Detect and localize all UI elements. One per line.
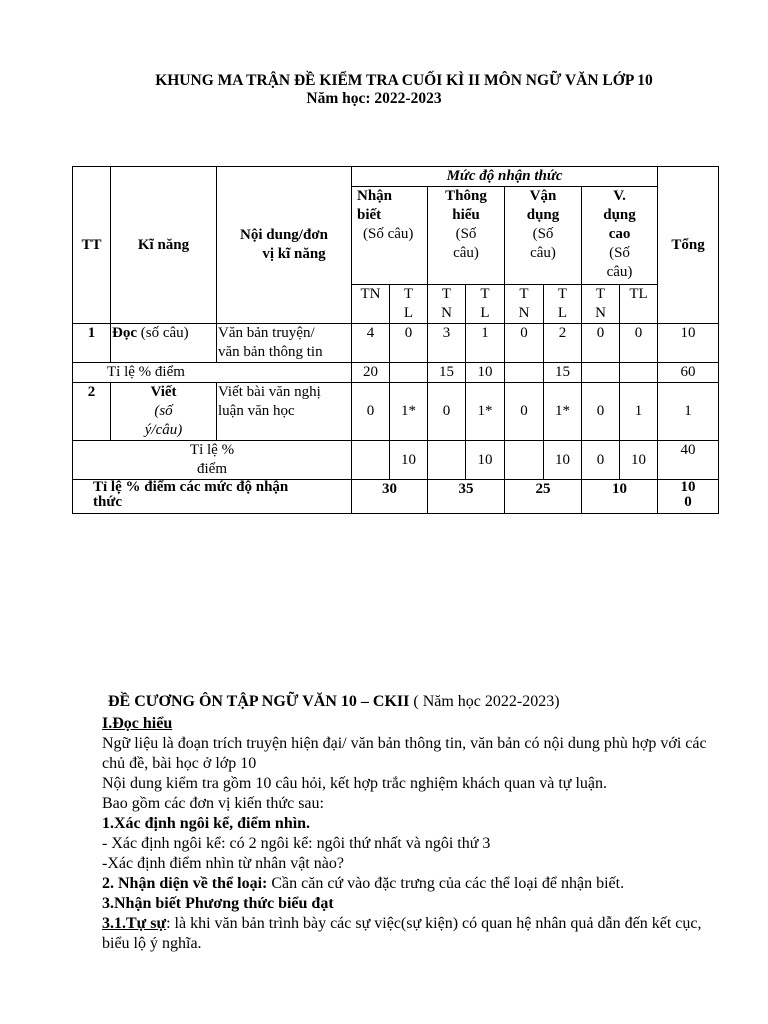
row-writing-pct-value: 10 xyxy=(544,441,582,480)
row-writing-value: 1 xyxy=(620,383,658,441)
outline-para-1: Ngữ liệu là đoạn trích truyện hiện đại/ văn bản thông tin, văn bản có nội dung phù hợp với các chủ đề, bài học ở lớp 10 xyxy=(102,735,707,772)
assessment-matrix-table xyxy=(72,166,719,514)
sub-tn-3 xyxy=(505,285,544,324)
row-reading-pct-value xyxy=(505,363,544,383)
level-understand-line-3: (Số xyxy=(455,226,477,242)
row-writing-content xyxy=(217,383,352,441)
outline-item-2-rest: Cần căn cứ vào đặc trưng của các thể loại để nhận biết. xyxy=(267,875,625,892)
row-writing-pct xyxy=(73,441,719,480)
row-writing-value: 0 xyxy=(505,383,544,441)
row-reading-pct-value: 15 xyxy=(428,363,466,383)
row-reading-value: 3 xyxy=(428,324,466,363)
section-reading-heading: I.Đọc hiểu xyxy=(102,715,173,732)
sub-tn-3-a: T xyxy=(519,286,529,302)
row-writing-skill-it-2: ý/câu) xyxy=(144,422,183,438)
row-reading-total: 10 xyxy=(658,324,719,363)
col-content-line-2: vị kĩ năng xyxy=(262,246,326,262)
sub-tn-2 xyxy=(428,285,466,324)
row-reading-content xyxy=(217,324,352,363)
row-reading-skill-rest: (số câu) xyxy=(137,325,189,341)
sub-tn-4-b: N xyxy=(595,305,606,321)
level-high-apply xyxy=(582,187,658,285)
row-reading-pct xyxy=(73,363,719,383)
sub-tl-3 xyxy=(544,285,582,324)
row-writing-pct-label-2: điểm xyxy=(197,461,227,477)
review-outline xyxy=(102,692,722,954)
col-tt: TT xyxy=(73,167,111,324)
level-apply xyxy=(505,187,582,285)
sub-tl-1-a: T xyxy=(403,286,414,302)
outline-title-bold: ĐỀ CƯƠNG ÔN TẬP NGỮ VĂN 10 – CKII xyxy=(108,693,410,710)
row-writing-tt: 2 xyxy=(73,383,111,441)
row-reading-pct-value xyxy=(582,363,620,383)
outline-title xyxy=(108,692,722,712)
row-writing-skill xyxy=(111,383,217,441)
row-reading-pct-value xyxy=(390,363,428,383)
row-writing-pct-value: 10 xyxy=(466,441,505,480)
row-reading-value: 0 xyxy=(390,324,428,363)
sub-tl-2 xyxy=(466,285,505,324)
row-writing-pct-value: 10 xyxy=(390,441,428,480)
row-reading-value: 0 xyxy=(582,324,620,363)
row-total-grand-1: 10 xyxy=(680,479,696,495)
row-writing-total: 1 xyxy=(658,383,719,441)
row-writing-content-2: luận văn học xyxy=(218,403,295,419)
level-high-apply-line-3: cao xyxy=(608,226,631,242)
row-reading-pct-label: Tỉ lệ % điểm xyxy=(73,363,352,383)
level-recognize-line-2: biết xyxy=(357,207,382,223)
sub-tn-3-b: N xyxy=(518,305,530,321)
sub-tl-1-b: L xyxy=(403,305,414,321)
header-row-1 xyxy=(73,167,719,187)
row-reading-skill xyxy=(111,324,217,363)
outline-item-2-bold: 2. Nhận diện về thể loại: xyxy=(102,875,268,892)
document-title: KHUNG MA TRẬN ĐỀ KIỂM TRA CUỐI KÌ II MÔN NGỮ VĂN LỚP 10 xyxy=(155,72,653,89)
row-reading-pct-value: 15 xyxy=(544,363,582,383)
row-total-value: 35 xyxy=(428,480,505,514)
row-total-value: 30 xyxy=(352,480,428,514)
sub-tn-1: TN xyxy=(352,285,390,324)
row-total-label-1: Tỉ lệ % điểm các mức độ nhận xyxy=(93,479,289,495)
row-writing-value: 0 xyxy=(582,383,620,441)
level-recognize-line-1: Nhận xyxy=(357,188,393,204)
row-writing-pct-value: 0 xyxy=(582,441,620,480)
row-total-label xyxy=(73,480,352,514)
row-writing-value: 0 xyxy=(428,383,466,441)
row-total xyxy=(73,480,719,514)
sub-tn-2-a: T xyxy=(441,286,452,302)
row-writing-value: 1* xyxy=(466,383,505,441)
level-high-apply-line-2: dụng xyxy=(603,207,636,223)
row-reading-content-2: văn bản thông tin xyxy=(218,344,323,360)
level-apply-line-2: dụng xyxy=(526,207,560,223)
row-total-grand xyxy=(658,480,719,514)
row-writing-skill-it-1: (số xyxy=(154,403,173,419)
row-writing-pct-label xyxy=(73,441,352,480)
row-reading-pct-value: 20 xyxy=(352,363,390,383)
outline-item-31-rest: : là khi văn bản trình bày các sự việc(sự kiện) có quan hệ nhân quả dẫn đến kết cục, biểu lộ ý nghĩa. xyxy=(102,915,702,952)
outline-para-2: Nội dung kiểm tra gồm 10 câu hỏi, kết hợp trắc nghiệm khách quan và tự luận. xyxy=(102,775,608,792)
row-writing-content-1: Viết bài văn nghị xyxy=(218,384,321,400)
row-writing-pct-value xyxy=(428,441,466,480)
row-reading-tt: 1 xyxy=(73,324,111,363)
row-total-value: 25 xyxy=(505,480,582,514)
level-apply-line-1: Vận xyxy=(529,188,557,204)
outline-item-31 xyxy=(102,914,722,954)
outline-item-3: 3.Nhận biết Phương thức biểu đạt xyxy=(102,895,334,912)
row-writing-pct-value xyxy=(352,441,390,480)
sub-tl-3-a: T xyxy=(557,286,568,302)
row-writing-value: 1* xyxy=(544,383,582,441)
outline-item-1b: -Xác định điểm nhìn từ nhân vật nào? xyxy=(102,855,344,872)
level-understand-line-2: hiểu xyxy=(452,207,480,223)
row-reading-pct-total: 60 xyxy=(658,363,719,383)
sub-tl-2-b: L xyxy=(480,305,490,321)
row-writing xyxy=(73,383,719,441)
sub-tl-3-b: L xyxy=(557,305,568,321)
col-skill: Kĩ năng xyxy=(111,167,217,324)
row-reading-pct-value: 10 xyxy=(466,363,505,383)
level-high-apply-line-4: (Số xyxy=(609,245,630,261)
row-reading-value: 2 xyxy=(544,324,582,363)
col-total: Tổng xyxy=(658,167,719,324)
row-reading-skill-bold: Đọc xyxy=(112,325,137,341)
row-reading-value: 1 xyxy=(466,324,505,363)
row-writing-pct-total: 40 xyxy=(658,441,719,480)
row-total-grand-2: 0 xyxy=(684,494,692,510)
row-writing-skill-bold: Viết xyxy=(150,384,177,400)
sub-tl-2-a: T xyxy=(480,286,490,302)
col-content xyxy=(217,167,352,324)
level-recognize-line-3: (Số câu) xyxy=(363,226,414,242)
row-writing-pct-value: 10 xyxy=(620,441,658,480)
outline-item-2 xyxy=(102,874,722,894)
sub-tn-2-b: N xyxy=(441,305,452,321)
level-high-apply-line-1: V. xyxy=(613,188,626,204)
level-apply-line-4: câu) xyxy=(530,245,556,261)
row-total-value: 10 xyxy=(582,480,658,514)
level-understand-line-4: câu) xyxy=(453,245,479,261)
sub-tl-4: TL xyxy=(620,285,658,324)
row-writing-pct-label-1: Tỉ lệ % xyxy=(189,442,235,458)
row-writing-value: 0 xyxy=(352,383,390,441)
row-reading-pct-value xyxy=(620,363,658,383)
school-year: Năm học: 2022-2023 xyxy=(306,90,442,107)
row-reading-value: 0 xyxy=(505,324,544,363)
row-reading xyxy=(73,324,719,363)
col-content-line-1: Nội dung/đơn xyxy=(240,227,328,243)
outline-item-1: 1.Xác định ngôi kể, điểm nhìn. xyxy=(102,815,311,832)
sub-tn-4-a: T xyxy=(595,286,606,302)
row-reading-value: 0 xyxy=(620,324,658,363)
col-level: Mức độ nhận thức xyxy=(352,167,658,187)
level-recognize xyxy=(352,187,428,285)
row-total-label-2: thức xyxy=(93,494,122,510)
row-reading-content-1: Văn bản truyện/ xyxy=(218,325,315,341)
level-understand xyxy=(428,187,505,285)
row-writing-value: 1* xyxy=(390,383,428,441)
row-reading-value: 4 xyxy=(352,324,390,363)
level-understand-line-1: Thông xyxy=(445,188,487,204)
level-apply-line-3: (Số xyxy=(532,226,554,242)
sub-tl-1 xyxy=(390,285,428,324)
level-high-apply-line-5: câu) xyxy=(606,264,633,280)
outline-title-rest: ( Năm học 2022-2023) xyxy=(409,693,560,710)
row-writing-pct-value xyxy=(505,441,544,480)
sub-tn-4 xyxy=(582,285,620,324)
outline-item-1a: - Xác định ngôi kể: có 2 ngôi kể: ngôi thứ nhất và ngôi thứ 3 xyxy=(102,835,491,852)
outline-para-3: Bao gồm các đơn vị kiến thức sau: xyxy=(102,795,324,812)
outline-item-31-bold: 3.1.Tự sự xyxy=(102,915,167,932)
